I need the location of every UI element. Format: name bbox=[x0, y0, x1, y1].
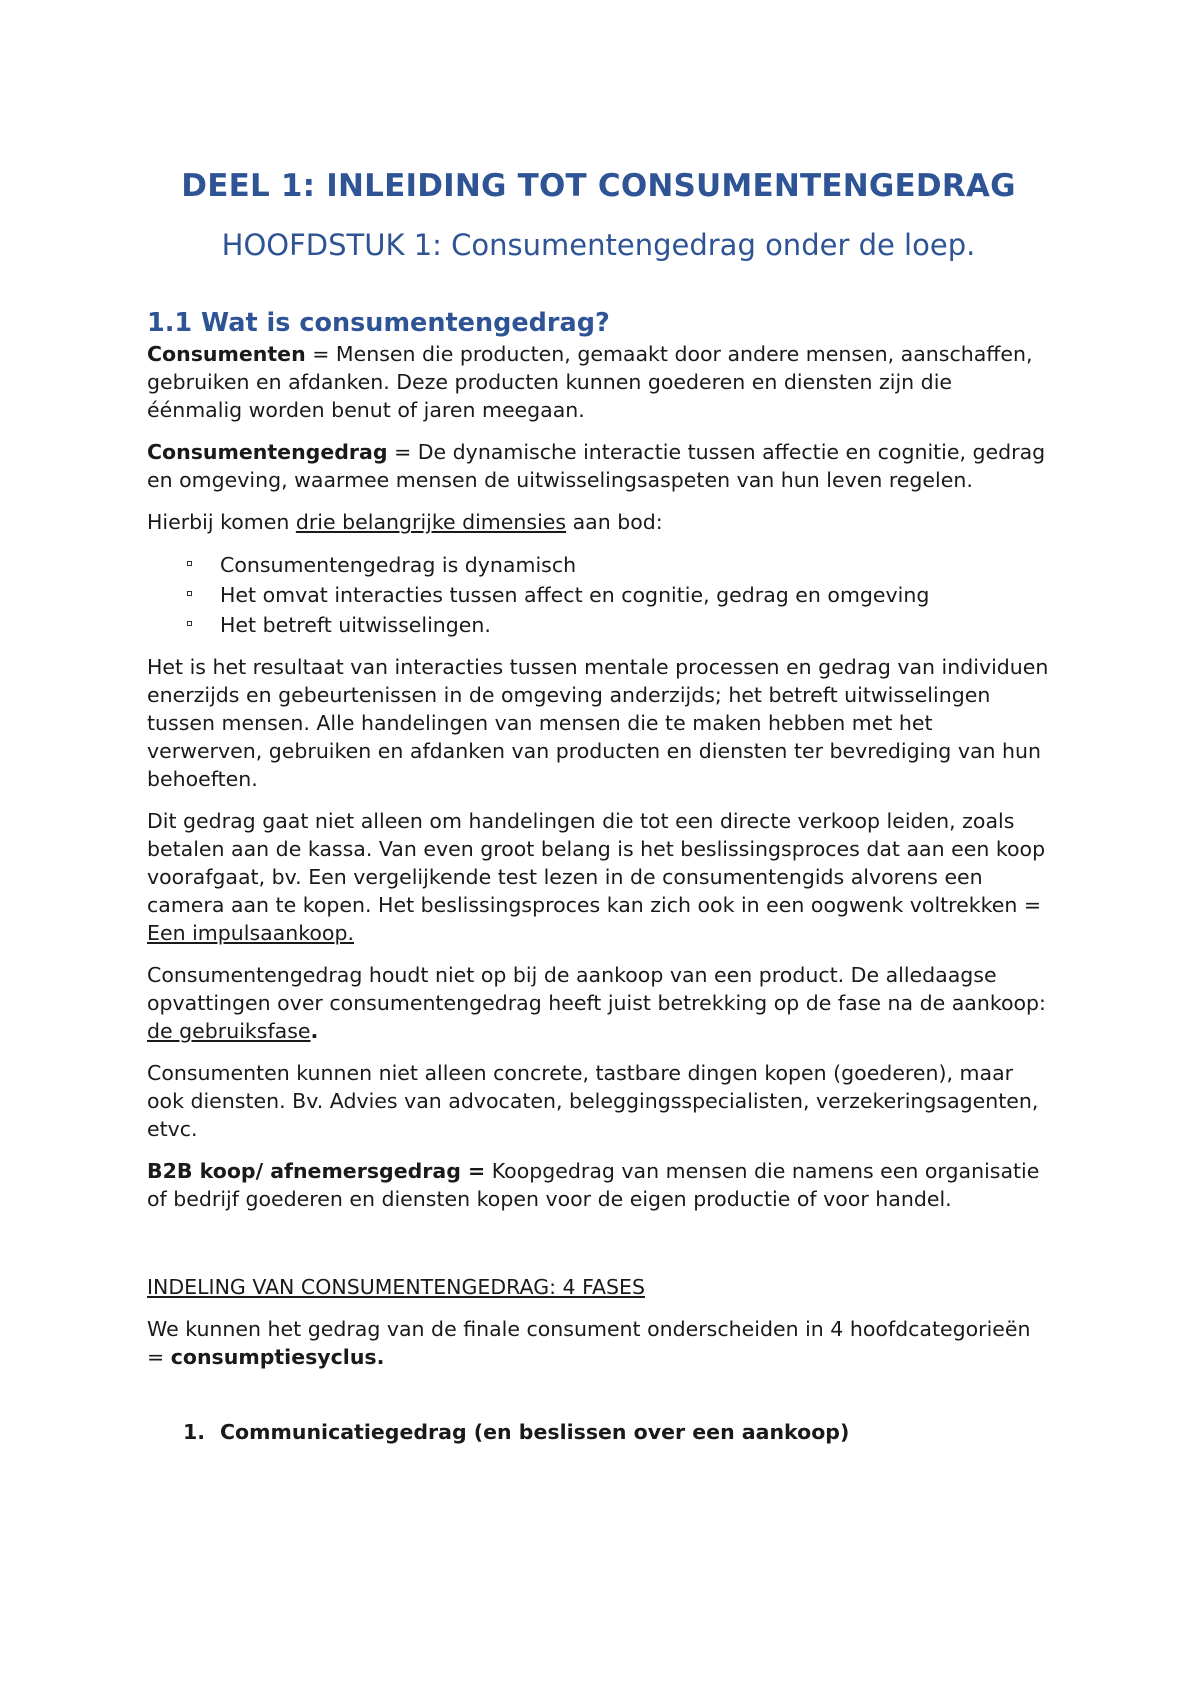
definition-consumenten bbox=[147, 340, 1050, 424]
dimensions-list bbox=[147, 550, 1050, 640]
paragraph-services: Consumenten kunnen niet alleen concrete, tastbare dingen kopen (goederen), maar ook diensten. Bv. Advies van advocaten, beleggingsspecialisten, verzekeringsagenten, etvc. bbox=[147, 1061, 1039, 1141]
paragraph-decision-process bbox=[147, 807, 1050, 947]
intro-text-end: aan bod: bbox=[566, 510, 663, 534]
paragraph-interactions: Het is het resultaat van interacties tussen mentale processen en gedrag van individuen enerzijds en gebeurtenissen in de omgeving anderzijds; het betreft uitwisselingen tussen mensen. Alle handelingen van mensen die te maken hebben met het verwerven, gebruiken en afdanken van producten en diensten ter bevrediging van hun behoeften. bbox=[147, 655, 1049, 791]
intro-text: Hierbij komen bbox=[147, 510, 296, 534]
paragraph-text: We kunnen het gedrag van de finale consument onderscheiden in 4 hoofdcategorieën = bbox=[147, 1317, 1031, 1369]
paragraph-text: Dit gedrag gaat niet alleen om handelingen die tot een directe verkoop leiden, zoals betalen aan de kassa. Van even groot belang is het beslissingsproces dat aan een koop voorafgaat, bv. Een vergelijkende test lezen in de consumentengids alvorens een camera aan te kopen. Het beslissingsproces kan zich ook in een oogwenk voltrekken = bbox=[147, 809, 1046, 917]
impulse-purchase-underlined: Een impulsaankoop. bbox=[147, 921, 354, 945]
document-title: DEEL 1: INLEIDING TOT CONSUMENTENGEDRAG bbox=[181, 168, 1016, 204]
square-bullet-icon bbox=[187, 561, 192, 566]
dimensions-intro bbox=[147, 508, 1050, 536]
definition-text: = Mensen die producten, gemaakt door andere mensen, aanschaffen, gebruiken en afdanken. Deze producten kunnen goederen en diensten zijn die éénmalig worden benut of jaren meegaan. bbox=[147, 342, 1033, 422]
list-item-text: Het betreft uitwisselingen. bbox=[220, 613, 491, 637]
square-bullet-icon bbox=[187, 621, 192, 626]
definition-consumentengedrag bbox=[147, 438, 1050, 494]
square-bullet-icon bbox=[187, 591, 192, 596]
chapter-title: HOOFDSTUK 1: Consumentengedrag onder de loep. bbox=[221, 228, 976, 262]
paragraph-usage-phase bbox=[147, 961, 1050, 1045]
term-consumenten: Consumenten bbox=[147, 342, 306, 366]
section-title: 1.1 Wat is consumentengedrag? bbox=[147, 308, 610, 338]
list-item-text: Het omvat interacties tussen affect en cognitie, gedrag en omgeving bbox=[220, 583, 930, 607]
usage-phase-underlined: de gebruiksfase bbox=[147, 1019, 311, 1043]
period: . bbox=[310, 1019, 319, 1043]
phase-number: 1. bbox=[183, 1420, 206, 1444]
term-b2b: B2B koop/ afnemersgedrag = bbox=[147, 1159, 486, 1183]
paragraph-consumption-cycle bbox=[147, 1315, 1050, 1371]
definition-text: = De dynamische interactie tussen affectie en cognitie, gedrag en omgeving, waarmee mensen de uitwisselingsaspeten van hun leven regelen. bbox=[147, 440, 1046, 492]
paragraph-text: Consumentengedrag houdt niet op bij de aankoop van een product. De alledaagse opvattingen over consumentengedrag heeft juist betrekking op de fase na de aankoop: bbox=[147, 963, 1046, 1015]
definition-text: Koopgedrag van mensen die namens een organisatie of bedrijf goederen en diensten kopen voor de eigen productie of voor handel. bbox=[147, 1159, 1040, 1211]
term-consumentengedrag: Consumentengedrag bbox=[147, 440, 388, 464]
list-item bbox=[147, 580, 1050, 610]
list-item bbox=[147, 550, 1050, 580]
phases-heading: INDELING VAN CONSUMENTENGEDRAG: 4 FASES bbox=[147, 1275, 645, 1299]
list-item-text: Consumentengedrag is dynamisch bbox=[220, 553, 577, 577]
dimensions-underlined: drie belangrijke dimensies bbox=[295, 510, 567, 534]
phase-label: Communicatiegedrag (en beslissen over een aankoop) bbox=[220, 1420, 850, 1444]
definition-b2b bbox=[147, 1157, 1050, 1213]
phase-item-1 bbox=[183, 1418, 1050, 1446]
term-consumptiesyclus: consumptiesyclus. bbox=[170, 1345, 385, 1369]
list-item bbox=[147, 610, 1050, 640]
